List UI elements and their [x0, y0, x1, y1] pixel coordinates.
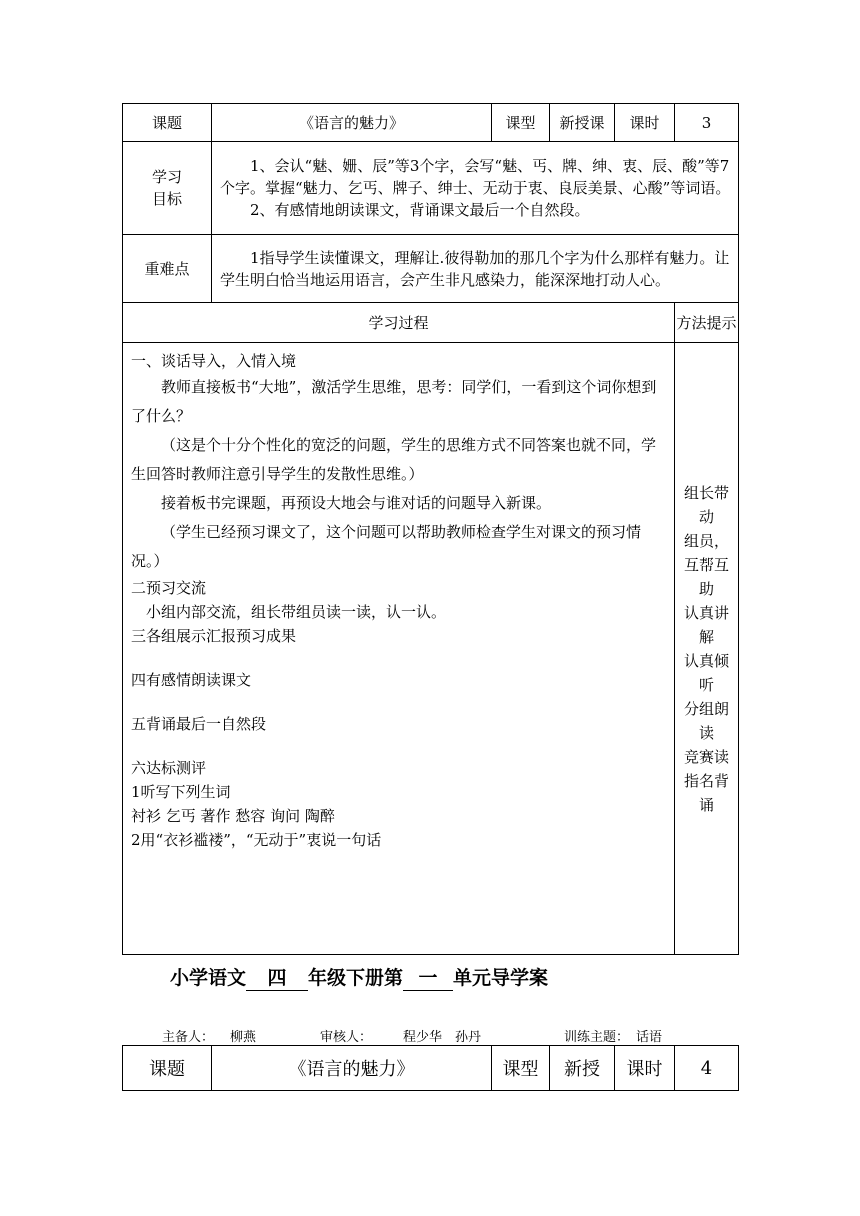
section-6-words: 衬衫 乞丐 著作 愁容 询问 陶醉 — [131, 807, 335, 825]
key-points-cell — [212, 235, 739, 303]
period-label: 课时 — [615, 1046, 675, 1091]
section-2-title: 二预习交流 — [131, 579, 207, 597]
type-value: 新授 — [550, 1046, 615, 1091]
topic-label: 课题 — [123, 104, 212, 142]
topic-label: 课题 — [123, 1046, 212, 1091]
section-6-item-2: 2用“衣衫褴褛”，“无动于”衷说一句话 — [131, 831, 382, 849]
lesson-title: 《语言的魅力》 — [212, 104, 492, 142]
period-value: 4 — [675, 1046, 739, 1091]
key-points-label: 重难点 — [123, 235, 212, 303]
section-1-para-2: （这是个十分个性化的宽泛的问题，学生的思维方式不同答案也就不同，学生回答时教师注意引导学生的发散性思维。） — [131, 436, 657, 483]
goals-line-1: 1、会认“魅、姗、辰”等3个字，会写“魅、丐、牌、绅、衷、辰、酸”等7个字。掌握“魅力、乞丐、牌子、绅士、无动于衷、良辰美景、心酸”等词语。 — [220, 157, 731, 197]
lesson-title: 《语言的魅力》 — [212, 1046, 492, 1091]
section-3-title: 三各组展示汇报预习成果 — [131, 627, 297, 645]
method-item: 指名背诵 — [683, 771, 729, 814]
period-value: 3 — [675, 104, 739, 142]
lesson-plan-table-1 — [122, 103, 739, 955]
goals-cell — [212, 142, 739, 235]
section-1-title: 一、谈话导入，入情入境 — [131, 352, 297, 370]
spacer — [131, 648, 670, 668]
method-item: 组长带动 — [683, 483, 729, 526]
goals-label-text: 学习目标 — [151, 168, 182, 208]
type-value: 新授课 — [550, 104, 615, 142]
spacer — [131, 692, 670, 712]
type-label: 课型 — [492, 104, 550, 142]
section-1-para-3: 接着板书完课题，再预设大地会与谁对话的问题导入新课。 — [161, 494, 552, 512]
unit-heading-suffix: 单元导学案 — [453, 967, 549, 989]
method-item: 认真讲解 — [683, 603, 729, 646]
unit-heading-prefix: 小学语文 — [170, 967, 247, 989]
goals-label — [123, 142, 212, 235]
method-header: 方法提示 — [675, 303, 739, 343]
method-item: 分组朗读 — [683, 699, 729, 742]
spacer — [131, 736, 670, 756]
goals-line-2: 2、有感情地朗读课文，背诵课文最后一个自然段。 — [250, 201, 590, 219]
process-header: 学习过程 — [123, 303, 675, 343]
method-item: 竞赛读 — [683, 747, 729, 766]
unit-blank: 一 — [403, 963, 453, 991]
key-points-text: 1指导学生读懂课文，理解让.彼得勒加的那几个字为什么那样有魅力。让学生明白恰当地运用语言，会产生非凡感染力，能深深地打动人心。 — [220, 248, 730, 289]
unit-heading — [170, 963, 548, 991]
section-6-item-1: 1听写下列生词 — [131, 783, 231, 801]
section-1-para-1: 教师直接板书“大地”，激活学生思维，思考：同学们，一看到这个词你想到了什么？ — [131, 378, 657, 425]
section-2-para-1: 小组内部交流，组长带组员读一读，认一认。 — [146, 603, 447, 621]
section-5-title: 五背诵最后一自然段 — [131, 715, 267, 733]
reviewer-label: 审核人： — [320, 1030, 373, 1045]
period-label: 课时 — [615, 104, 675, 142]
section-4-title: 四有感情朗读课文 — [131, 671, 252, 689]
grade-blank: 四 — [246, 963, 308, 991]
lesson-plan-table-2 — [122, 1045, 739, 1091]
method-item: 认真倾听 — [683, 651, 729, 694]
section-1-para-4: （学生已经预习课文了，这个问题可以帮助教师检查学生对课文的预习情况。） — [131, 523, 642, 570]
unit-heading-middle: 年级下册第 — [308, 967, 404, 989]
preparer-label: 主备人： — [162, 1030, 215, 1045]
section-6-title: 六达标测评 — [131, 759, 207, 777]
process-content — [123, 343, 675, 955]
reviewer-names: 程少华 孙丹 — [403, 1030, 482, 1045]
method-item: 组员，互帮互助 — [683, 531, 729, 598]
theme-value: 话语 — [636, 1030, 663, 1045]
method-content — [675, 343, 739, 955]
type-label: 课型 — [492, 1046, 550, 1091]
preparer-name: 柳燕 — [230, 1030, 257, 1045]
theme-label: 训练主题： — [564, 1030, 630, 1045]
